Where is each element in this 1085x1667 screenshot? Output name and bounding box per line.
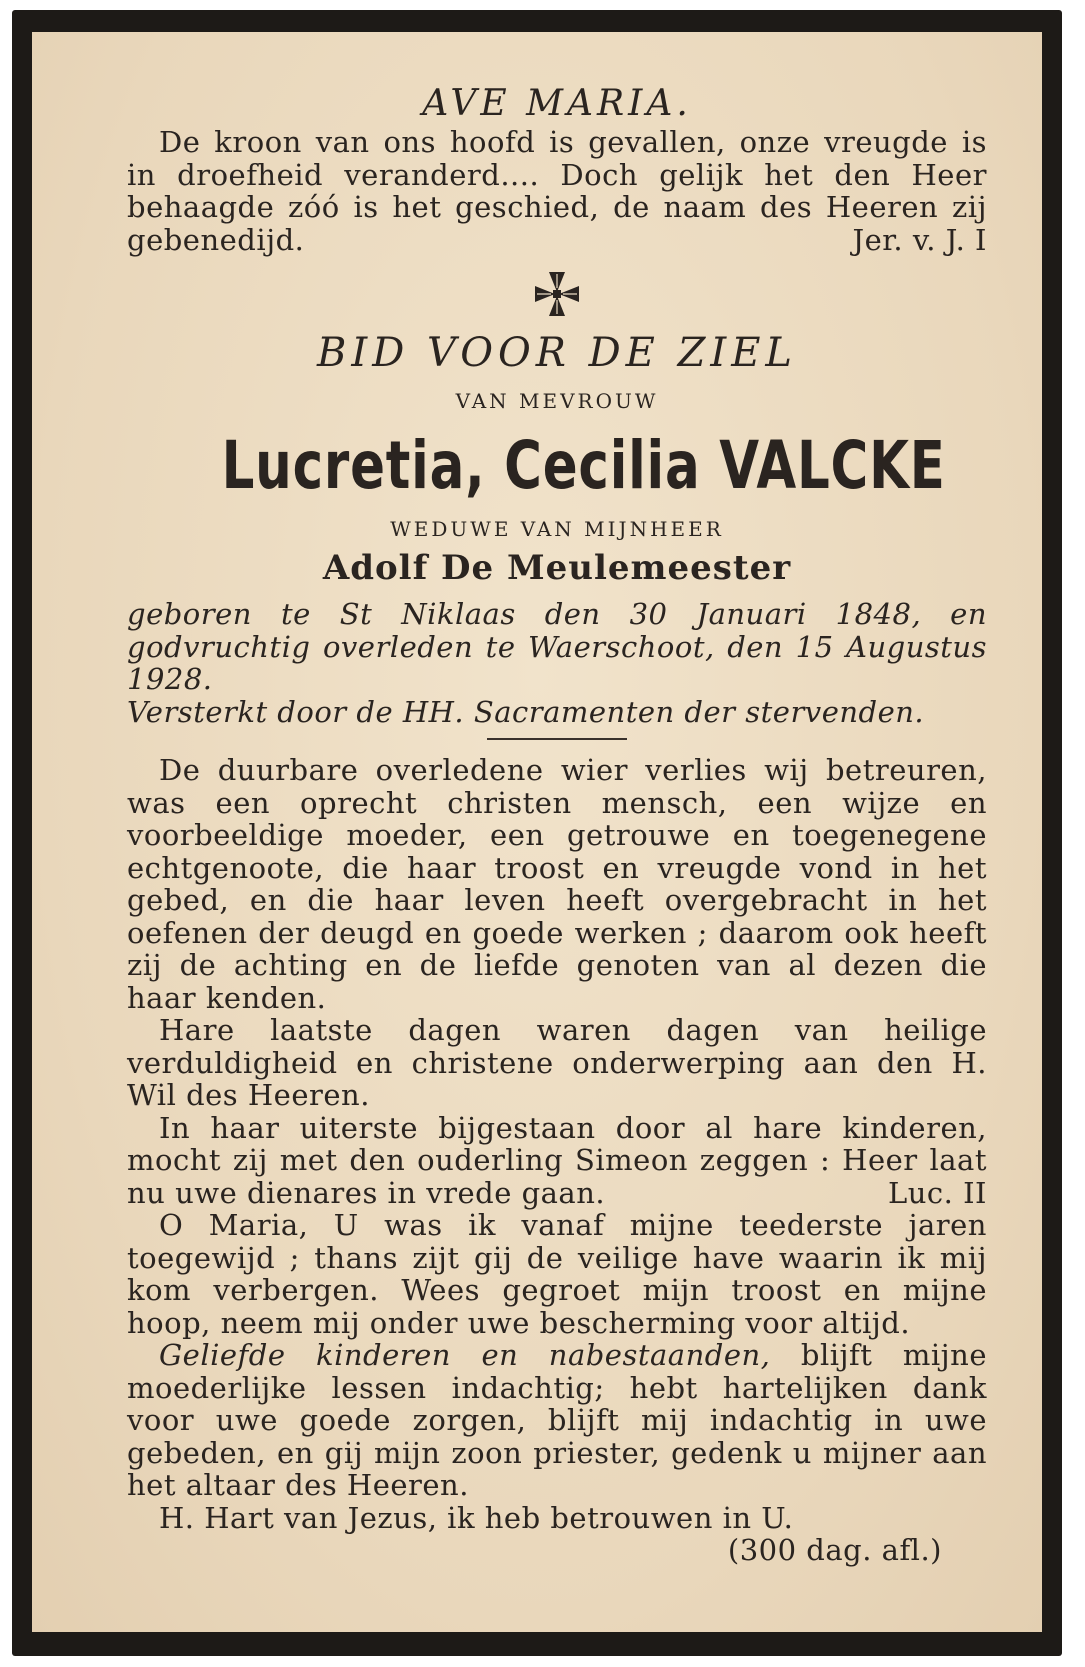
birth-death-text: geboren te St Niklaas den 30 Januari 1848, en godvruchtig overleden te Waerschoot, den 15 Augustus 1928. xyxy=(127,597,987,696)
card-content xyxy=(127,82,987,1567)
bid-voor-heading: BID VOOR DE ZIEL xyxy=(317,330,797,376)
body-paragraph-4: O Maria, U was ik vanaf mijne teederste jaren toegewijd ; thans zijt gij de veilige have waarin ik mij kom verbergen. Wees gegroet mijn troost en mijne hoop, neem mij onder uwe bescherming voor altijd. xyxy=(127,1208,987,1340)
maltese-cross-icon xyxy=(531,268,583,320)
sacraments-text: Versterkt door de HH. Sacramenten der stervenden. xyxy=(127,694,925,729)
verse-text: De kroon van ons hoofd is gevallen, onze vreugde is in droefheid veranderd.... Doch gelijk het den Heer behaagde zóó is het geschied, de naam des Heeren zij gebenedijd. xyxy=(127,125,987,257)
cross-ornament xyxy=(127,268,987,326)
body-paragraph-5 xyxy=(127,1339,987,1502)
card-paper xyxy=(32,32,1042,1632)
weduwe-label: WEDUWE VAN MIJNHEER xyxy=(390,517,724,541)
husband-name: Adolf De Meulemeester xyxy=(322,548,792,588)
van-mevrouw-label: VAN MEVROUW xyxy=(455,389,659,413)
body-paragraph-1: De duurbare overledene wier verlies wij betreuren, was een oprecht christen mensch, een wijze en voorbeeldige moeder, een getrouwe en toegenegene echtgenoote, die haar troost en vreugde vond in het gebed, en die haar leven heeft overgebracht in het oefenen der deugd en goede werken ; daarom ook heeft zij de achting en de liefde genoten van al dezen die haar kenden. xyxy=(127,753,987,1015)
opening-verse xyxy=(127,126,987,256)
body-paragraph-5-text: blijft mijne moederlijke lessen indachtig; hebt hartelijken dank voor uwe goede zorgen, blijft mij indachtig in uwe gebeden, en gij mijn zoon priester, gedenk u mijner aan het altaar des Heeren. xyxy=(127,1338,987,1502)
verse-reference: Jer. v. J. I xyxy=(852,222,987,257)
ave-maria-heading: AVE MARIA. xyxy=(422,83,692,124)
deceased-name: Lucretia, Cecilia VALCKE xyxy=(221,427,946,504)
luke-reference: Luc. II xyxy=(887,1175,987,1210)
body-paragraph-3 xyxy=(127,1112,987,1210)
indulgence-note: (300 dag. afl.) xyxy=(727,1533,942,1567)
body-paragraph-3-text: In haar uiterste bijgestaan door al hare kinderen, mocht zij met den ouderling Simeon zeggen : Heer laat nu uwe dienares in vrede gaan. xyxy=(127,1110,987,1210)
memorial-card xyxy=(12,10,1062,1656)
body-paragraph-5-italic: Geliefde kinderen en nabestaanden, xyxy=(159,1338,771,1372)
body-paragraph-6: H. Hart van Jezus, ik heb betrouwen in U. xyxy=(159,1500,794,1535)
body-paragraph-2: Hare laatste dagen waren dagen van heilige verduldigheid en christene onderwerping aan den H. Wil des Heeren. xyxy=(127,1013,987,1112)
divider-line xyxy=(487,738,627,740)
